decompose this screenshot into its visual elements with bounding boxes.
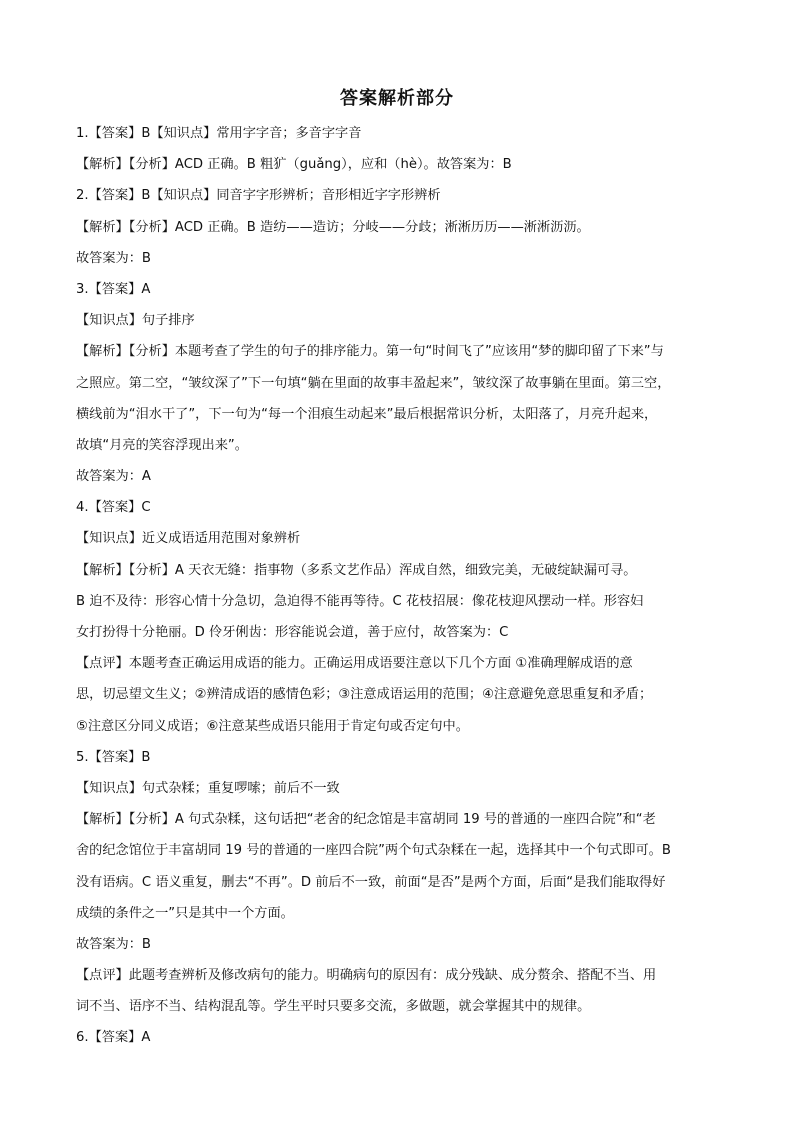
answer-content xyxy=(76,118,726,1054)
text-line: 6.【答案】A xyxy=(76,1030,151,1046)
text-line: 没有语病。C 语义重复，删去“不再”。D 前后不一致，前面“是否”是两个方面，后面“是我们能取得好 xyxy=(76,874,666,890)
text-line: 4.【答案】C xyxy=(76,500,151,516)
text-line: 5.【答案】B xyxy=(76,749,151,765)
text-line: ⑤注意区分同义成语；⑥注意某些成语只能用于肯定句或否定句中。 xyxy=(76,718,469,734)
text-line: 【点评】此题考查辨析及修改病句的能力。明确病句的原因有：成分残缺、成分赘余、搭配不当、用 xyxy=(76,968,657,984)
text-line: 故答案为：B xyxy=(76,936,151,952)
text-line: 【知识点】句子排序 xyxy=(76,313,195,329)
page-title: 答案解析部分 xyxy=(340,88,454,109)
text-line: 女打扮得十分艳丽。D 伶牙俐齿：形容能说会道，善于应付，故答案为：C xyxy=(76,625,509,640)
text-line: 舍的纪念馆位于丰富胡同 19 号的普通的一座四合院”两个句式杂糅在一起，选择其中一个句式即可。B xyxy=(76,843,671,859)
text-line: 【解析】【分析】A 天衣无缝：指事物（多系文艺作品）浑成自然，细致完美，无破绽缺漏可寻。 xyxy=(76,562,637,578)
text-line: 故填“月亮的笑容浮现出来”。 xyxy=(76,437,248,453)
text-line: 【知识点】句式杂糅；重复啰嗦；前后不一致 xyxy=(76,780,340,796)
text-line: 【解析】【分析】本题考查了学生的句子的排序能力。第一句“时间飞了”应该用“梦的脚印留了下来”与 xyxy=(76,344,664,360)
text-line: 【解析】【分析】A 句式杂糅，这句话把“老舍的纪念馆是丰富胡同 19 号的普通的一座四合院”和“老 xyxy=(76,812,656,828)
text-line: 思，切忌望文生义；②辨清成语的感情色彩；③注意成语运用的范围；④注意避免意思重复和矛盾； xyxy=(76,687,653,703)
text-line: 【知识点】近义成语适用范围对象辨析 xyxy=(76,531,301,547)
text-line: 【解析】【分析】ACD 正确。B 粗犷（guǎng），应和（hè）。故答案为：B xyxy=(76,157,512,173)
text-line: 之照应。第二空，“皱纹深了”下一句填“躺在里面的故事丰盈起来”，皱纹深了故事躺在里面。第三空， xyxy=(76,375,671,391)
text-line: 故答案为：A xyxy=(76,469,151,485)
text-line: 词不当、语序不当、结构混乱等。学生平时只要多交流，多做题，就会掌握其中的规律。 xyxy=(76,999,591,1015)
text-line: 成绩的条件之一”只是其中一个方面。 xyxy=(76,905,294,921)
text-line: B 迫不及待：形容心情十分急切，急迫得不能再等待。C 花枝招展：像花枝迎风摆动一样。形容妇 xyxy=(76,593,644,609)
text-line: 【点评】本题考查正确运用成语的能力。正确运用成语要注意以下几个方面 ①准确理解成语的意 xyxy=(76,656,633,672)
text-line: 故答案为：B xyxy=(76,250,151,266)
text-line: 【解析】【分析】ACD 正确。B 造纺——造访；分岐——分歧；淅淅历历——淅淅沥沥。 xyxy=(76,219,590,235)
text-line: 2.【答案】B【知识点】同音字字形辨析；音形相近字字形辨析 xyxy=(76,188,441,204)
text-line: 1.【答案】B【知识点】常用字字音；多音字字音 xyxy=(76,126,362,141)
text-line: 横线前为“泪水干了”，下一句为“每一个泪痕生动起来”最后根据常识分析，太阳落了，月亮升起来， xyxy=(76,406,658,422)
text-line: 3.【答案】A xyxy=(76,281,151,297)
